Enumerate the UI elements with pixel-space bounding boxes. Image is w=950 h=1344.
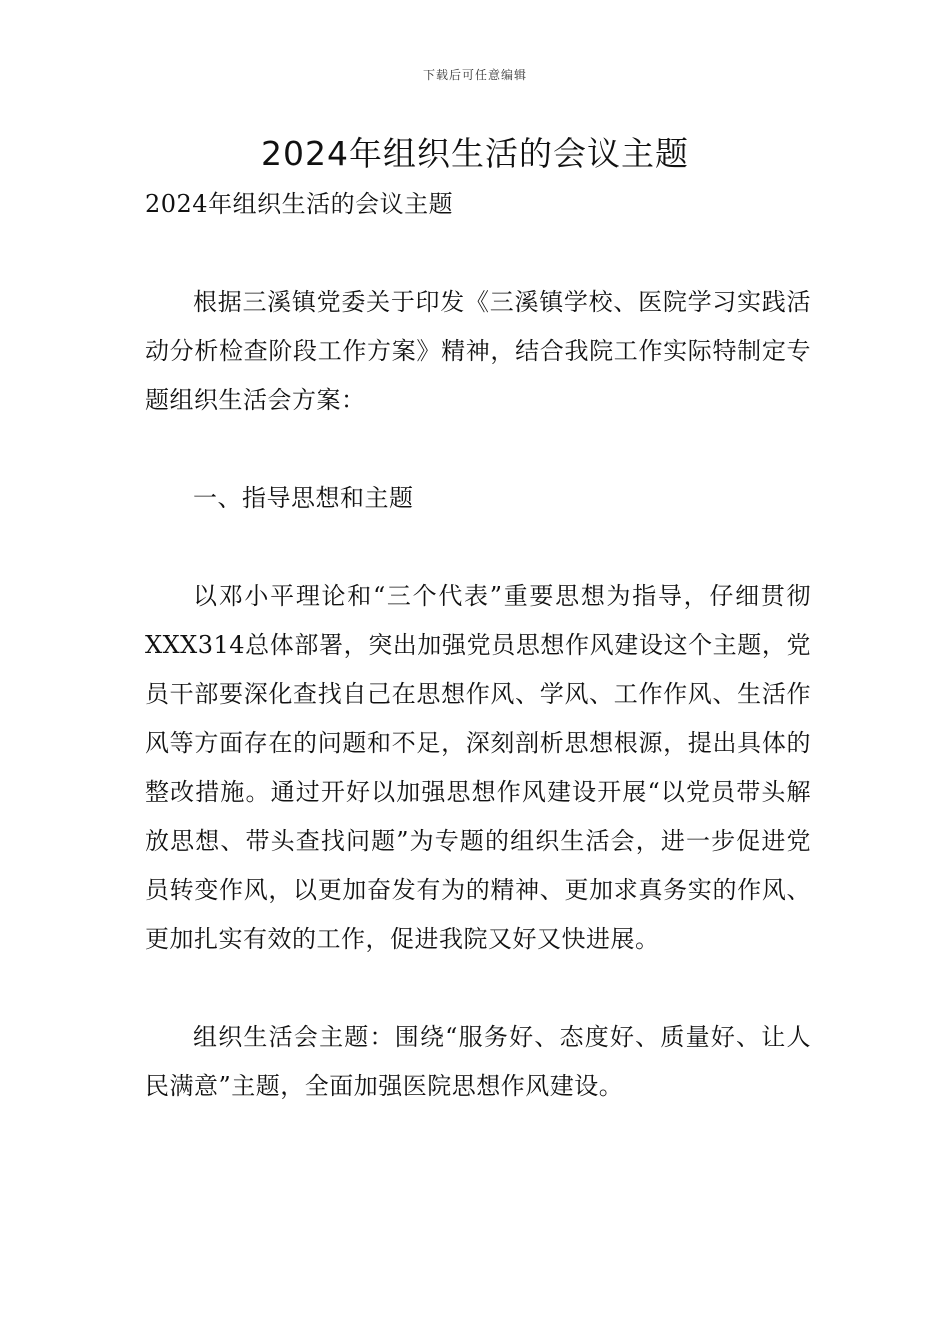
document-body <box>145 180 811 1111</box>
document-title: 2024年组织生活的会议主题 <box>261 134 689 173</box>
section-heading: 一、指导思想和主题 <box>193 484 414 512</box>
guiding-ideology-paragraph: 以邓小平理论和“三个代表”重要思想为指导，仔细贯彻XXX314总体部署，突出加强党员思想作风建设这个主题，党员干部要深化查找自己在思想作风、学风、工作作风、生活作风等方面存在的问题和不足，深刻剖析思想根源，提出具体的整改措施。通过开好以加强思想作风建设开展“以党员带头解放思想、带头查找问题”为专题的组织生活会，进一步促进党员转变作风，以更加奋发有为的精神、更加求真务实的作风、更加扎实有效的工作，促进我院又好又快进展。 <box>145 582 811 953</box>
intro-paragraph: 根据三溪镇党委关于印发《三溪镇学校、医院学习实践活动分析检查阶段工作方案》精神，结合我院工作实际特制定专题组织生活会方案： <box>145 288 811 414</box>
blank-line <box>145 523 811 572</box>
blank-line <box>145 964 811 1013</box>
download-note: 下载后可任意编辑 <box>422 68 527 82</box>
blank-line <box>145 425 811 474</box>
theme-paragraph: 组织生活会主题：围绕“服务好、态度好、质量好、让人民满意”主题，全面加强医院思想作风建设。 <box>145 1023 811 1100</box>
document-subtitle: 2024年组织生活的会议主题 <box>145 190 454 218</box>
blank-line <box>145 229 811 278</box>
